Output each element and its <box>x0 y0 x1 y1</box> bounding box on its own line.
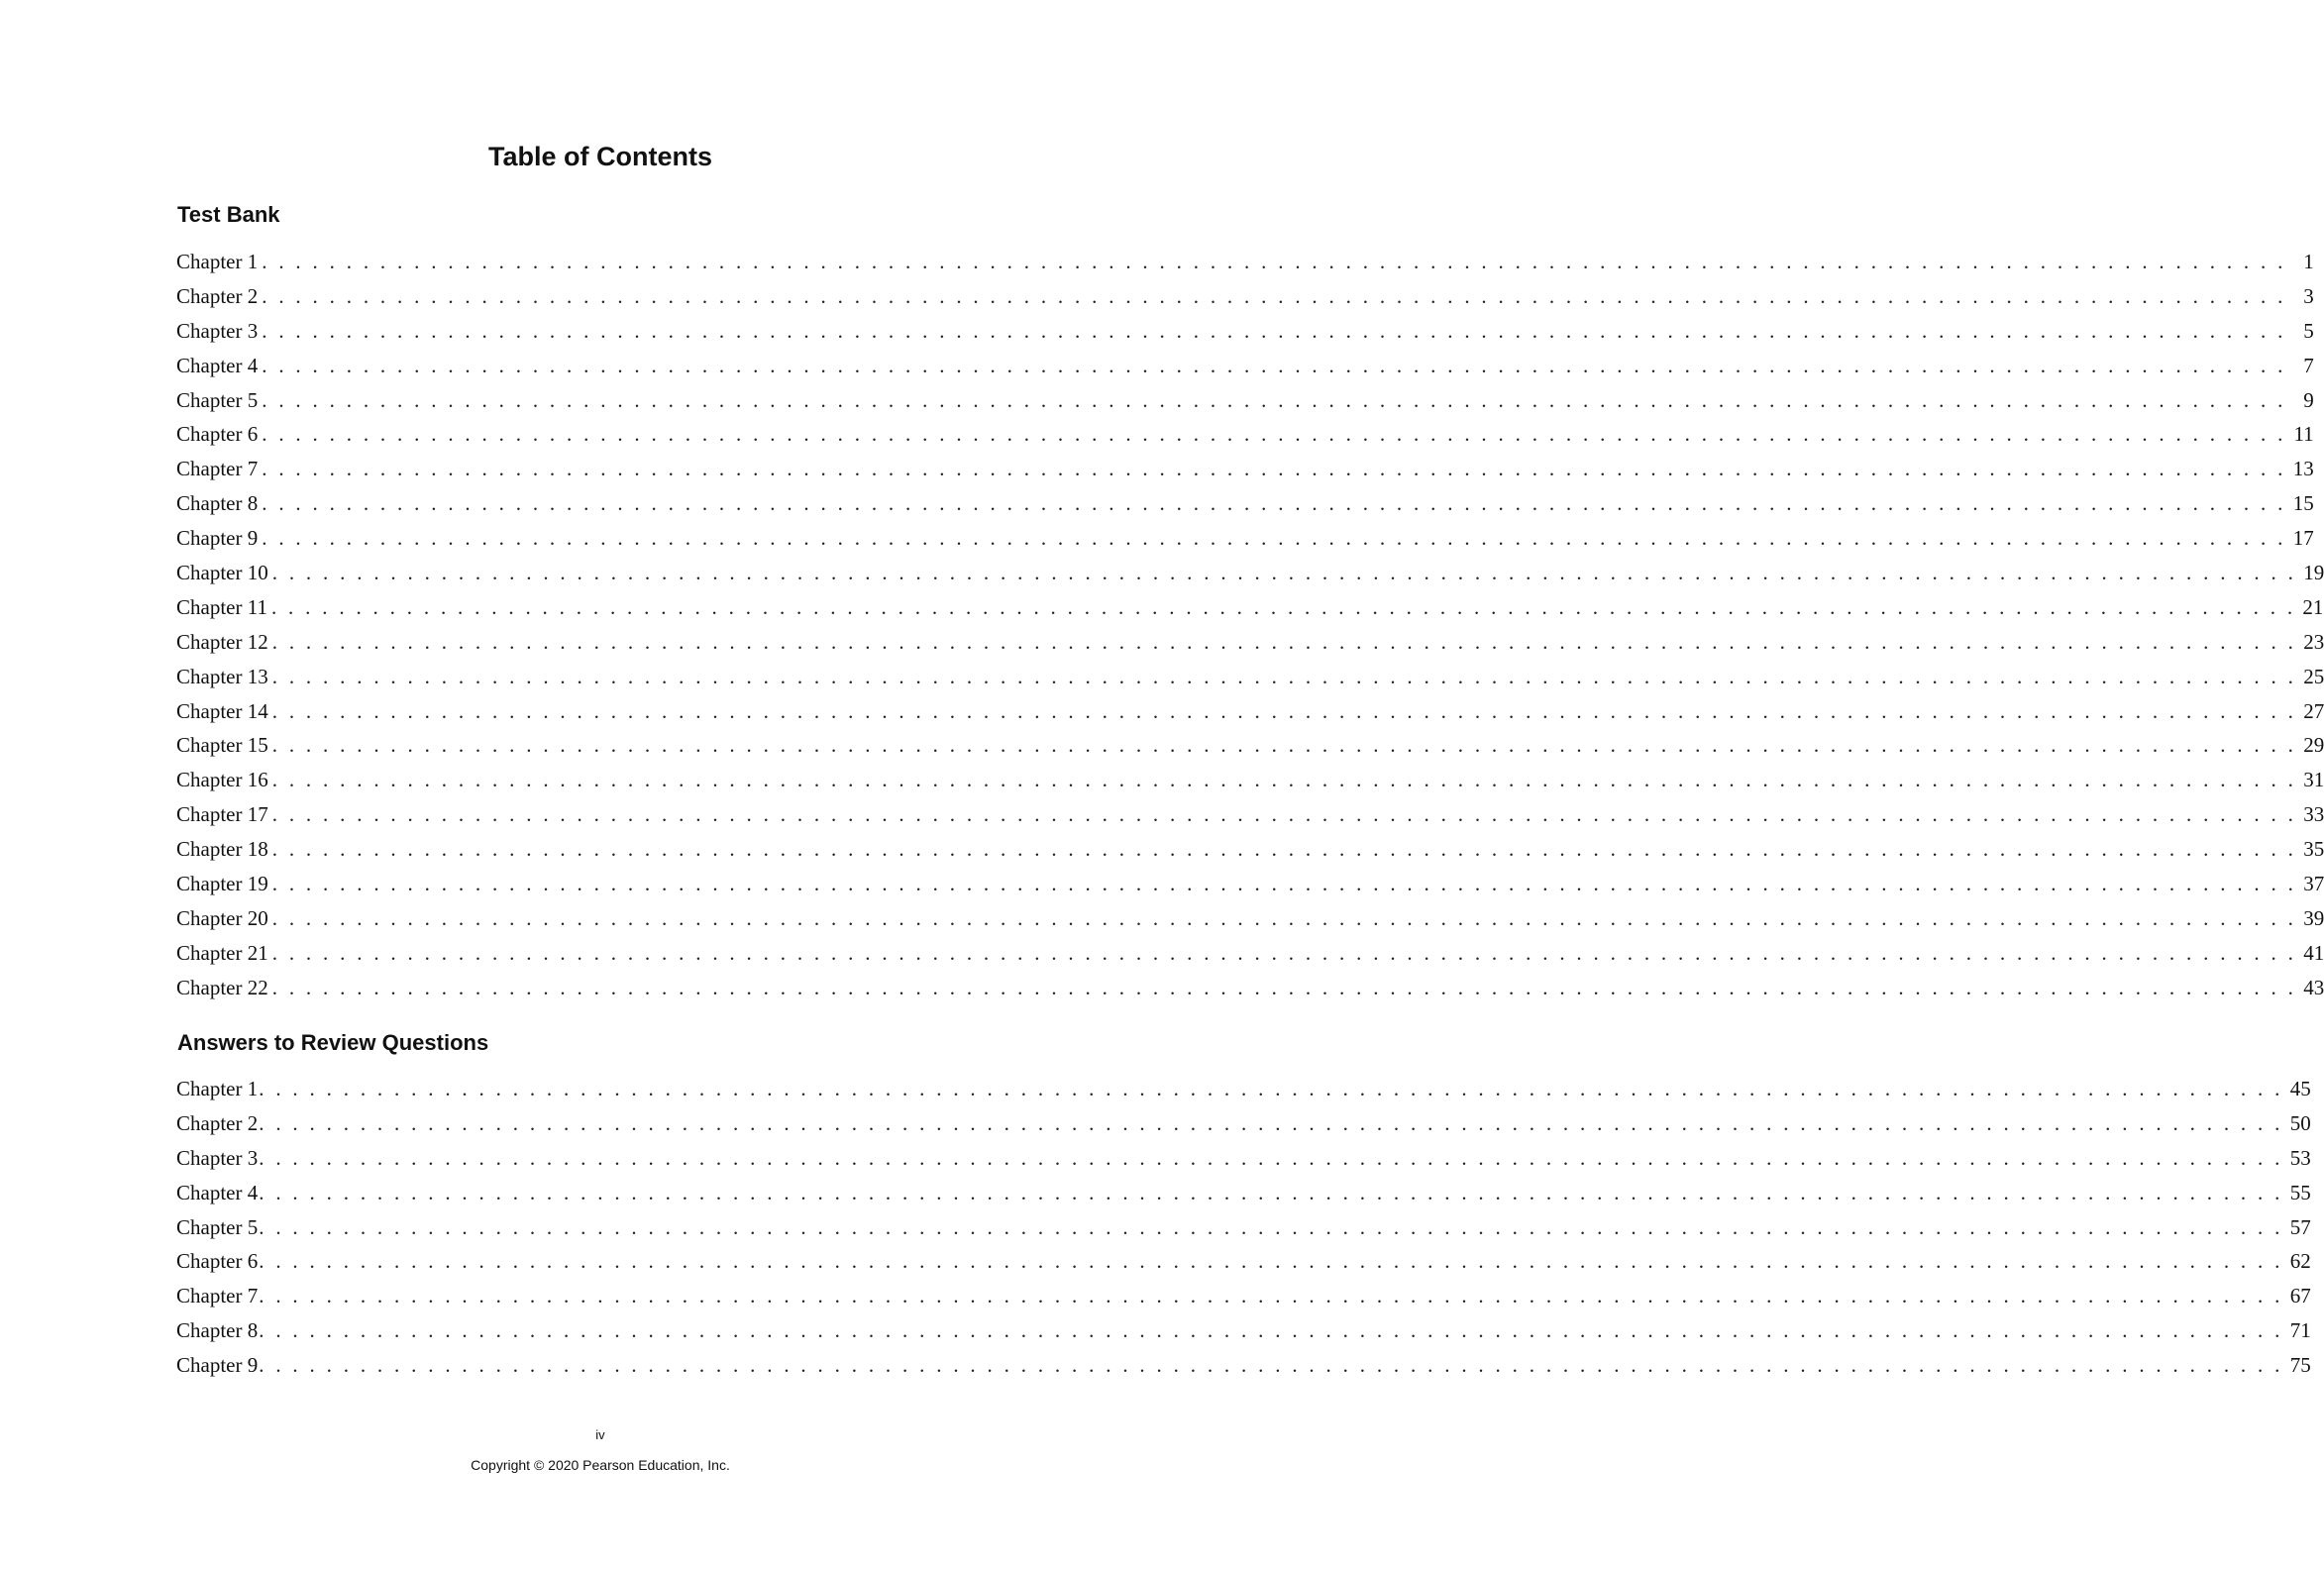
toc-dot-leader: . . . . . . . . . . . . . . . . . . . . . . . . . . . . . . . . . . . . . . . . . . . . . . . . . . . . . . . . . . . . . . . . . . . . . . . . . . . . . . . . . . . . . . . . . . . . . . . . . . . . . . . . . . . . . . . . . . . . . . . . <box>271 802 2297 827</box>
toc-entry[interactable] <box>176 556 2324 590</box>
toc-dot-leader: . . . . . . . . . . . . . . . . . . . . . . . . . . . . . . . . . . . . . . . . . . . . . . . . . . . . . . . . . . . . . . . . . . . . . . . . . . . . . . . . . . . . . . . . . . . . . . . . . . . . . . . . . . . . . . . . . . . . . . . . <box>262 250 2286 273</box>
toc-entry[interactable] <box>176 763 2324 797</box>
toc-entry-page: 21 <box>2302 594 2324 619</box>
toc-entry-label: Chapter 15 <box>176 733 268 758</box>
toc-dot-leader: . . . . . . . . . . . . . . . . . . . . . . . . . . . . . . . . . . . . . . . . . . . . . . . . . . . . . . . . . . . . . . . . . . . . . . . . . . . . . . . . . . . . . . . . . . . . . . . . . . . . . . . . . . . . . . . . . . . . . . . . <box>271 733 2297 758</box>
toc-entry[interactable] <box>176 1348 2311 1383</box>
toc-dot-leader: . . . . . . . . . . . . . . . . . . . . . . . . . . . . . . . . . . . . . . . . . . . . . . . . . . . . . . . . . . . . . . . . . . . . . . . . . . . . . . . . . . . . . . . . . . . . . . . . . . . . . . . . . . . . . . . . . . . . . . . . <box>271 940 2297 965</box>
toc-entry[interactable] <box>176 1210 2311 1245</box>
toc-entry[interactable] <box>176 417 2314 452</box>
toc-entry-label: Chapter 14 <box>176 698 268 723</box>
toc-entry-page: 9 <box>2303 387 2314 412</box>
toc-entry-page: 13 <box>2292 457 2314 481</box>
toc-entry-label: Chapter 20 <box>176 905 268 930</box>
toc-entry[interactable] <box>176 1072 2311 1106</box>
toc-dot-leader: . . . . . . . . . . . . . . . . . . . . . . . . . . . . . . . . . . . . . . . . . . . . . . . . . . . . . . . . . . . . . . . . . . . . . . . . . . . . . . . . . . . . . . . . . . . . . . . . . . . . . . . . . . . . . . . . . . . . . . . . <box>271 698 2297 723</box>
toc-entry-label: Chapter 3 <box>176 1145 259 1170</box>
toc-entry-label: Chapter 9 <box>176 526 259 551</box>
toc-entry[interactable] <box>176 383 2314 418</box>
toc-dot-leader: . . . . . . . . . . . . . . . . . . . . . . . . . . . . . . . . . . . . . . . . . . . . . . . . . . . . . . . . . . . . . . . . . . . . . . . . . . . . . . . . . . . . . . . . . . . . . . . . . . . . . . . . . . . . . . . . . . . . . . . . <box>262 526 2286 551</box>
toc-dot-leader: . . . . . . . . . . . . . . . . . . . . . . . . . . . . . . . . . . . . . . . . . . . . . . . . . . . . . . . . . . . . . . . . . . . . . . . . . . . . . . . . . . . . . . . . . . . . . . . . . . . . . . . . . . . . . . . . . . . . . . . . <box>271 561 2297 585</box>
toc-entry-page: 43 <box>2303 975 2324 999</box>
toc-entry-page: 27 <box>2303 698 2324 723</box>
toc-entry-label: Chapter 22 <box>176 975 268 999</box>
toc-entry[interactable] <box>176 660 2324 694</box>
toc-entry-page: 62 <box>2289 1249 2311 1274</box>
toc-entry-label: Chapter 2 <box>176 283 259 308</box>
toc-entry-page: 7 <box>2303 353 2314 377</box>
toc-dot-leader: . . . . . . . . . . . . . . . . . . . . . . . . . . . . . . . . . . . . . . . . . . . . . . . . . . . . . . . . . . . . . . . . . . . . . . . . . . . . . . . . . . . . . . . . . . . . . . . . . . . . . . . . . . . . . . . . . . . . . . . . <box>259 1284 2283 1308</box>
page-number: iv <box>595 1427 605 1442</box>
toc-list-test-bank <box>176 245 2324 1005</box>
toc-dot-leader: . . . . . . . . . . . . . . . . . . . . . . . . . . . . . . . . . . . . . . . . . . . . . . . . . . . . . . . . . . . . . . . . . . . . . . . . . . . . . . . . . . . . . . . . . . . . . . . . . . . . . . . . . . . . . . . . . . . . . . . . <box>259 1353 2283 1378</box>
toc-entry[interactable] <box>176 1244 2311 1279</box>
toc-entry-page: 15 <box>2292 491 2314 516</box>
toc-entry[interactable] <box>176 590 2324 625</box>
toc-entry[interactable] <box>176 1141 2311 1176</box>
toc-dot-leader: . . . . . . . . . . . . . . . . . . . . . . . . . . . . . . . . . . . . . . . . . . . . . . . . . . . . . . . . . . . . . . . . . . . . . . . . . . . . . . . . . . . . . . . . . . . . . . . . . . . . . . . . . . . . . . . . . . . . . . . . <box>262 283 2286 308</box>
toc-dot-leader: . . . . . . . . . . . . . . . . . . . . . . . . . . . . . . . . . . . . . . . . . . . . . . . . . . . . . . . . . . . . . . . . . . . . . . . . . . . . . . . . . . . . . . . . . . . . . . . . . . . . . . . . . . . . . . . . . . . . . . . . <box>271 872 2297 896</box>
toc-entry-page: 33 <box>2303 802 2324 827</box>
toc-dot-leader: . . . . . . . . . . . . . . . . . . . . . . . . . . . . . . . . . . . . . . . . . . . . . . . . . . . . . . . . . . . . . . . . . . . . . . . . . . . . . . . . . . . . . . . . . . . . . . . . . . . . . . . . . . . . . . . . . . . . . . . . <box>271 905 2297 930</box>
toc-entry-page: 50 <box>2289 1110 2311 1135</box>
toc-dot-leader: . . . . . . . . . . . . . . . . . . . . . . . . . . . . . . . . . . . . . . . . . . . . . . . . . . . . . . . . . . . . . . . . . . . . . . . . . . . . . . . . . . . . . . . . . . . . . . . . . . . . . . . . . . . . . . . . . . . . . . . . <box>262 353 2286 377</box>
toc-entry-label: Chapter 13 <box>176 664 268 688</box>
toc-entry-label: Chapter 18 <box>176 837 268 862</box>
toc-dot-leader: . . . . . . . . . . . . . . . . . . . . . . . . . . . . . . . . . . . . . . . . . . . . . . . . . . . . . . . . . . . . . . . . . . . . . . . . . . . . . . . . . . . . . . . . . . . . . . . . . . . . . . . . . . . . . . . . . . . . . . . . <box>271 768 2297 792</box>
toc-dot-leader: . . . . . . . . . . . . . . . . . . . . . . . . . . . . . . . . . . . . . . . . . . . . . . . . . . . . . . . . . . . . . . . . . . . . . . . . . . . . . . . . . . . . . . . . . . . . . . . . . . . . . . . . . . . . . . . . . . . . . . . . <box>262 422 2286 447</box>
toc-entry-page: 23 <box>2303 629 2324 654</box>
toc-entry-label: Chapter 2 <box>176 1110 259 1135</box>
toc-entry-page: 45 <box>2289 1077 2311 1100</box>
toc-entry-label: Chapter 21 <box>176 940 268 965</box>
toc-entry-label: Chapter 1 <box>176 1077 259 1100</box>
toc-entry[interactable] <box>176 1279 2311 1313</box>
copyright-notice: Copyright © 2020 Pearson Education, Inc. <box>471 1457 730 1473</box>
toc-entry-page: 19 <box>2303 561 2324 585</box>
toc-entry-label: Chapter 7 <box>176 1284 259 1308</box>
toc-entry-label: Chapter 17 <box>176 802 268 827</box>
toc-entry-label: Chapter 11 <box>176 594 267 619</box>
toc-dot-leader: . . . . . . . . . . . . . . . . . . . . . . . . . . . . . . . . . . . . . . . . . . . . . . . . . . . . . . . . . . . . . . . . . . . . . . . . . . . . . . . . . . . . . . . . . . . . . . . . . . . . . . . . . . . . . . . . . . . . . . . . <box>262 457 2286 481</box>
toc-entry-page: 67 <box>2289 1284 2311 1308</box>
toc-entry[interactable] <box>176 486 2314 521</box>
toc-entry-label: Chapter 12 <box>176 629 268 654</box>
toc-entry-page: 1 <box>2303 250 2314 273</box>
toc-entry[interactable] <box>176 901 2324 936</box>
toc-entry[interactable] <box>176 728 2324 763</box>
toc-entry-label: Chapter 8 <box>176 491 259 516</box>
toc-entry[interactable] <box>176 1106 2311 1141</box>
toc-dot-leader: . . . . . . . . . . . . . . . . . . . . . . . . . . . . . . . . . . . . . . . . . . . . . . . . . . . . . . . . . . . . . . . . . . . . . . . . . . . . . . . . . . . . . . . . . . . . . . . . . . . . . . . . . . . . . . . . . . . . . . . . <box>262 387 2286 412</box>
toc-entry[interactable] <box>176 936 2324 971</box>
toc-entry[interactable] <box>176 314 2314 349</box>
page-title: Table of Contents <box>488 142 712 171</box>
toc-entry-page: 3 <box>2303 283 2314 308</box>
toc-dot-leader: . . . . . . . . . . . . . . . . . . . . . . . . . . . . . . . . . . . . . . . . . . . . . . . . . . . . . . . . . . . . . . . . . . . . . . . . . . . . . . . . . . . . . . . . . . . . . . . . . . . . . . . . . . . . . . . . . . . . . . . . <box>259 1214 2283 1239</box>
toc-entry-page: 31 <box>2303 768 2324 792</box>
toc-entry[interactable] <box>176 245 2314 279</box>
toc-dot-leader: . . . . . . . . . . . . . . . . . . . . . . . . . . . . . . . . . . . . . . . . . . . . . . . . . . . . . . . . . . . . . . . . . . . . . . . . . . . . . . . . . . . . . . . . . . . . . . . . . . . . . . . . . . . . . . . . . . . . . . . . <box>259 1249 2283 1274</box>
toc-entry-page: 29 <box>2303 733 2324 758</box>
toc-dot-leader: . . . . . . . . . . . . . . . . . . . . . . . . . . . . . . . . . . . . . . . . . . . . . . . . . . . . . . . . . . . . . . . . . . . . . . . . . . . . . . . . . . . . . . . . . . . . . . . . . . . . . . . . . . . . . . . . . . . . . . . . <box>259 1318 2283 1343</box>
toc-entry-label: Chapter 8 <box>176 1318 259 1343</box>
toc-entry-label: Chapter 7 <box>176 457 259 481</box>
toc-entry-page: 75 <box>2289 1353 2311 1378</box>
toc-entry-label: Chapter 6 <box>176 422 259 447</box>
toc-dot-leader: . . . . . . . . . . . . . . . . . . . . . . . . . . . . . . . . . . . . . . . . . . . . . . . . . . . . . . . . . . . . . . . . . . . . . . . . . . . . . . . . . . . . . . . . . . . . . . . . . . . . . . . . . . . . . . . . . . . . . . . . <box>262 318 2286 343</box>
toc-entry-page: 39 <box>2303 905 2324 930</box>
toc-entry-page: 37 <box>2303 872 2324 896</box>
toc-entry[interactable] <box>176 971 2324 1005</box>
toc-entry-label: Chapter 19 <box>176 872 268 896</box>
toc-dot-leader: . . . . . . . . . . . . . . . . . . . . . . . . . . . . . . . . . . . . . . . . . . . . . . . . . . . . . . . . . . . . . . . . . . . . . . . . . . . . . . . . . . . . . . . . . . . . . . . . . . . . . . . . . . . . . . . . . . . . . . . . <box>259 1110 2283 1135</box>
toc-dot-leader: . . . . . . . . . . . . . . . . . . . . . . . . . . . . . . . . . . . . . . . . . . . . . . . . . . . . . . . . . . . . . . . . . . . . . . . . . . . . . . . . . . . . . . . . . . . . . . . . . . . . . . . . . . . . . . . . . . . . . . . . <box>262 491 2286 516</box>
toc-entry-page: 5 <box>2303 318 2314 343</box>
toc-entry[interactable] <box>176 349 2314 383</box>
toc-entry[interactable] <box>176 832 2324 867</box>
toc-entry-label: Chapter 10 <box>176 561 268 585</box>
toc-entry-page: 35 <box>2303 837 2324 862</box>
toc-entry-label: Chapter 5 <box>176 1214 259 1239</box>
toc-entry-label: Chapter 16 <box>176 768 268 792</box>
toc-dot-leader: . . . . . . . . . . . . . . . . . . . . . . . . . . . . . . . . . . . . . . . . . . . . . . . . . . . . . . . . . . . . . . . . . . . . . . . . . . . . . . . . . . . . . . . . . . . . . . . . . . . . . . . . . . . . . . . . . . . . . . . . <box>271 837 2297 862</box>
toc-entry[interactable] <box>176 279 2314 314</box>
toc-entry[interactable] <box>176 1313 2311 1348</box>
toc-entry-label: Chapter 9 <box>176 1353 259 1378</box>
section-heading-test-bank: Test Bank <box>177 202 280 227</box>
toc-entry[interactable] <box>176 625 2324 660</box>
toc-entry-label: Chapter 3 <box>176 318 259 343</box>
toc-entry[interactable] <box>176 694 2324 729</box>
toc-entry-label: Chapter 6 <box>176 1249 259 1274</box>
toc-entry[interactable] <box>176 521 2314 556</box>
toc-dot-leader: . . . . . . . . . . . . . . . . . . . . . . . . . . . . . . . . . . . . . . . . . . . . . . . . . . . . . . . . . . . . . . . . . . . . . . . . . . . . . . . . . . . . . . . . . . . . . . . . . . . . . . . . . . . . . . . . . . . . . . . . <box>259 1180 2283 1204</box>
toc-entry-label: Chapter 5 <box>176 387 259 412</box>
toc-dot-leader: . . . . . . . . . . . . . . . . . . . . . . . . . . . . . . . . . . . . . . . . . . . . . . . . . . . . . . . . . . . . . . . . . . . . . . . . . . . . . . . . . . . . . . . . . . . . . . . . . . . . . . . . . . . . . . . . . . . . . . . . <box>271 975 2297 999</box>
toc-entry[interactable] <box>176 867 2324 901</box>
section-heading-answers: Answers to Review Questions <box>177 1030 489 1055</box>
toc-entry-page: 25 <box>2303 664 2324 688</box>
toc-entry-page: 17 <box>2292 526 2314 551</box>
toc-entry-label: Chapter 4 <box>176 353 259 377</box>
toc-list-answers <box>176 1072 2311 1383</box>
toc-entry-page: 71 <box>2289 1318 2311 1343</box>
toc-entry-page: 11 <box>2293 422 2314 447</box>
toc-entry-label: Chapter 1 <box>176 250 259 273</box>
toc-entry-page: 41 <box>2303 940 2324 965</box>
toc-entry-page: 57 <box>2289 1214 2311 1239</box>
toc-entry-page: 53 <box>2289 1145 2311 1170</box>
toc-dot-leader: . . . . . . . . . . . . . . . . . . . . . . . . . . . . . . . . . . . . . . . . . . . . . . . . . . . . . . . . . . . . . . . . . . . . . . . . . . . . . . . . . . . . . . . . . . . . . . . . . . . . . . . . . . . . . . . . . . . . . . . . <box>259 1145 2283 1170</box>
toc-entry[interactable] <box>176 452 2314 486</box>
toc-dot-leader: . . . . . . . . . . . . . . . . . . . . . . . . . . . . . . . . . . . . . . . . . . . . . . . . . . . . . . . . . . . . . . . . . . . . . . . . . . . . . . . . . . . . . . . . . . . . . . . . . . . . . . . . . . . . . . . . . . . . . . . . <box>259 1077 2283 1100</box>
toc-entry-page: 55 <box>2289 1180 2311 1204</box>
toc-dot-leader: . . . . . . . . . . . . . . . . . . . . . . . . . . . . . . . . . . . . . . . . . . . . . . . . . . . . . . . . . . . . . . . . . . . . . . . . . . . . . . . . . . . . . . . . . . . . . . . . . . . . . . . . . . . . . . . . . . . . . . . . <box>271 629 2297 654</box>
toc-entry[interactable] <box>176 797 2324 832</box>
toc-dot-leader: . . . . . . . . . . . . . . . . . . . . . . . . . . . . . . . . . . . . . . . . . . . . . . . . . . . . . . . . . . . . . . . . . . . . . . . . . . . . . . . . . . . . . . . . . . . . . . . . . . . . . . . . . . . . . . . . . . . . . . . . <box>270 594 2296 619</box>
toc-entry[interactable] <box>176 1176 2311 1210</box>
toc-entry-label: Chapter 4 <box>176 1180 259 1204</box>
toc-dot-leader: . . . . . . . . . . . . . . . . . . . . . . . . . . . . . . . . . . . . . . . . . . . . . . . . . . . . . . . . . . . . . . . . . . . . . . . . . . . . . . . . . . . . . . . . . . . . . . . . . . . . . . . . . . . . . . . . . . . . . . . . <box>271 664 2297 688</box>
